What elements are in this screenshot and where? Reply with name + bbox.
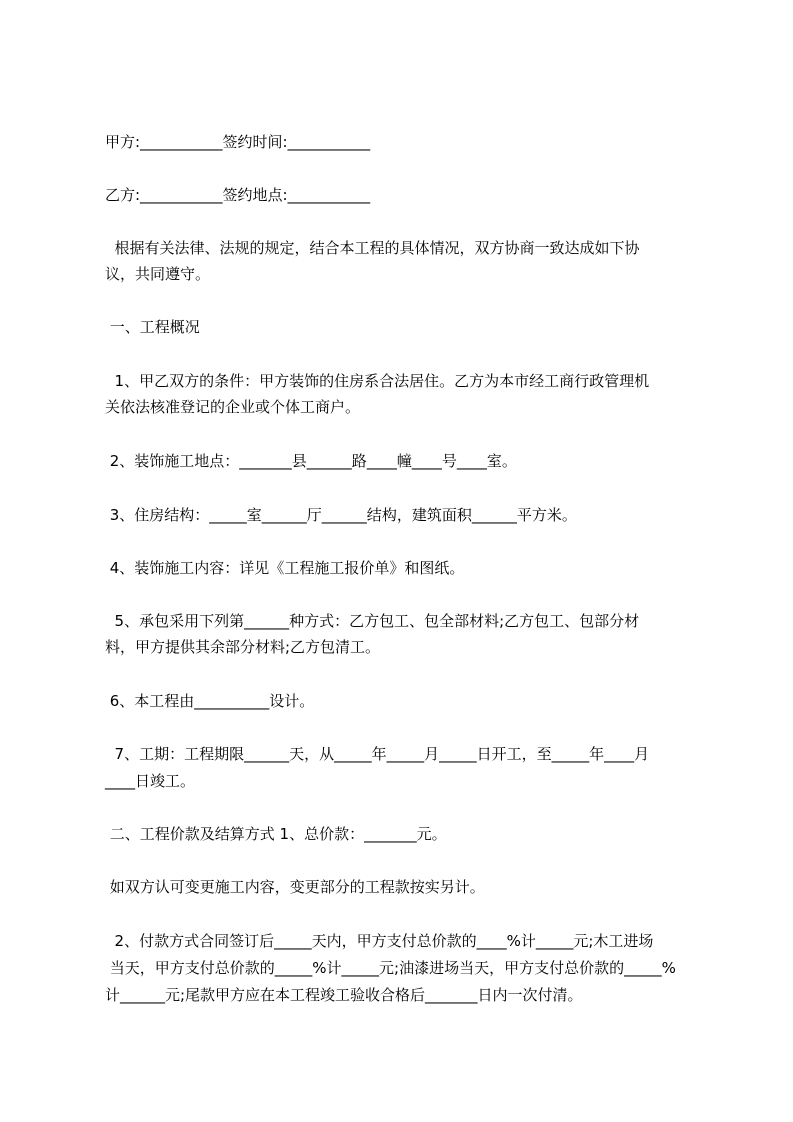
change-note: 如双方认可变更施工内容，变更部分的工程款按实另计。 bbox=[105, 878, 485, 896]
section-two-heading: 二、工程价款及结算方式 1、总价款：_______元。 bbox=[105, 825, 447, 843]
section-one-heading: 一、工程概况 bbox=[105, 318, 200, 336]
item7-line-2: ____日竣工。 bbox=[105, 772, 196, 790]
party-a-signing-time-line: 甲方:___________签约时间:___________ bbox=[105, 133, 371, 151]
item1-line-2: 关依法核准登记的企业或个体工商户。 bbox=[105, 398, 361, 416]
item1-line-1: 1、甲乙双方的条件：甲方装饰的住房系合法居住。乙方为本市经工商行政管理机 bbox=[105, 372, 650, 390]
item4-construction-content: 4、装饰施工内容：详见《工程施工报价单》和图纸。 bbox=[105, 559, 465, 577]
item5-line-1: 5、承包采用下列第______种方式：乙方包工、包全部材料;乙方包工、包部分材 bbox=[105, 612, 640, 630]
payment-line-2: 当天，甲方支付总价款的_____%计_____元;油漆进场当天，甲方支付总价款的_____% bbox=[105, 959, 676, 977]
item7-line-1: 7、工期：工程期限______天，从_____年_____月_____日开工，至_____年____月 bbox=[105, 745, 650, 763]
payment-line-1: 2、付款方式合同签订后_____天内，甲方支付总价款的____%计_____元;木工进场 bbox=[105, 932, 654, 950]
party-b-signing-place-line: 乙方:___________签约地点:___________ bbox=[105, 186, 371, 204]
item3-house-structure: 3、住房结构：_____室______厅______结构，建筑面积______平方米。 bbox=[105, 506, 577, 524]
item6-design: 6、本工程由__________设计。 bbox=[105, 692, 315, 710]
preamble-line-1: 根据有关法律、法规的规定，结合本工程的具体情况，双方协商一致达成如下协 bbox=[105, 239, 640, 257]
item5-line-2: 料，甲方提供其余部分材料;乙方包清工。 bbox=[105, 638, 381, 656]
payment-line-3: 计______元;尾款甲方应在本工程竣工验收合格后_______日内一次付清。 bbox=[105, 986, 583, 1004]
preamble-line-2: 议，共同遵守。 bbox=[105, 265, 211, 283]
item2-construction-site: 2、装饰施工地点：_______县______路____幢____号____室。 bbox=[105, 452, 517, 470]
